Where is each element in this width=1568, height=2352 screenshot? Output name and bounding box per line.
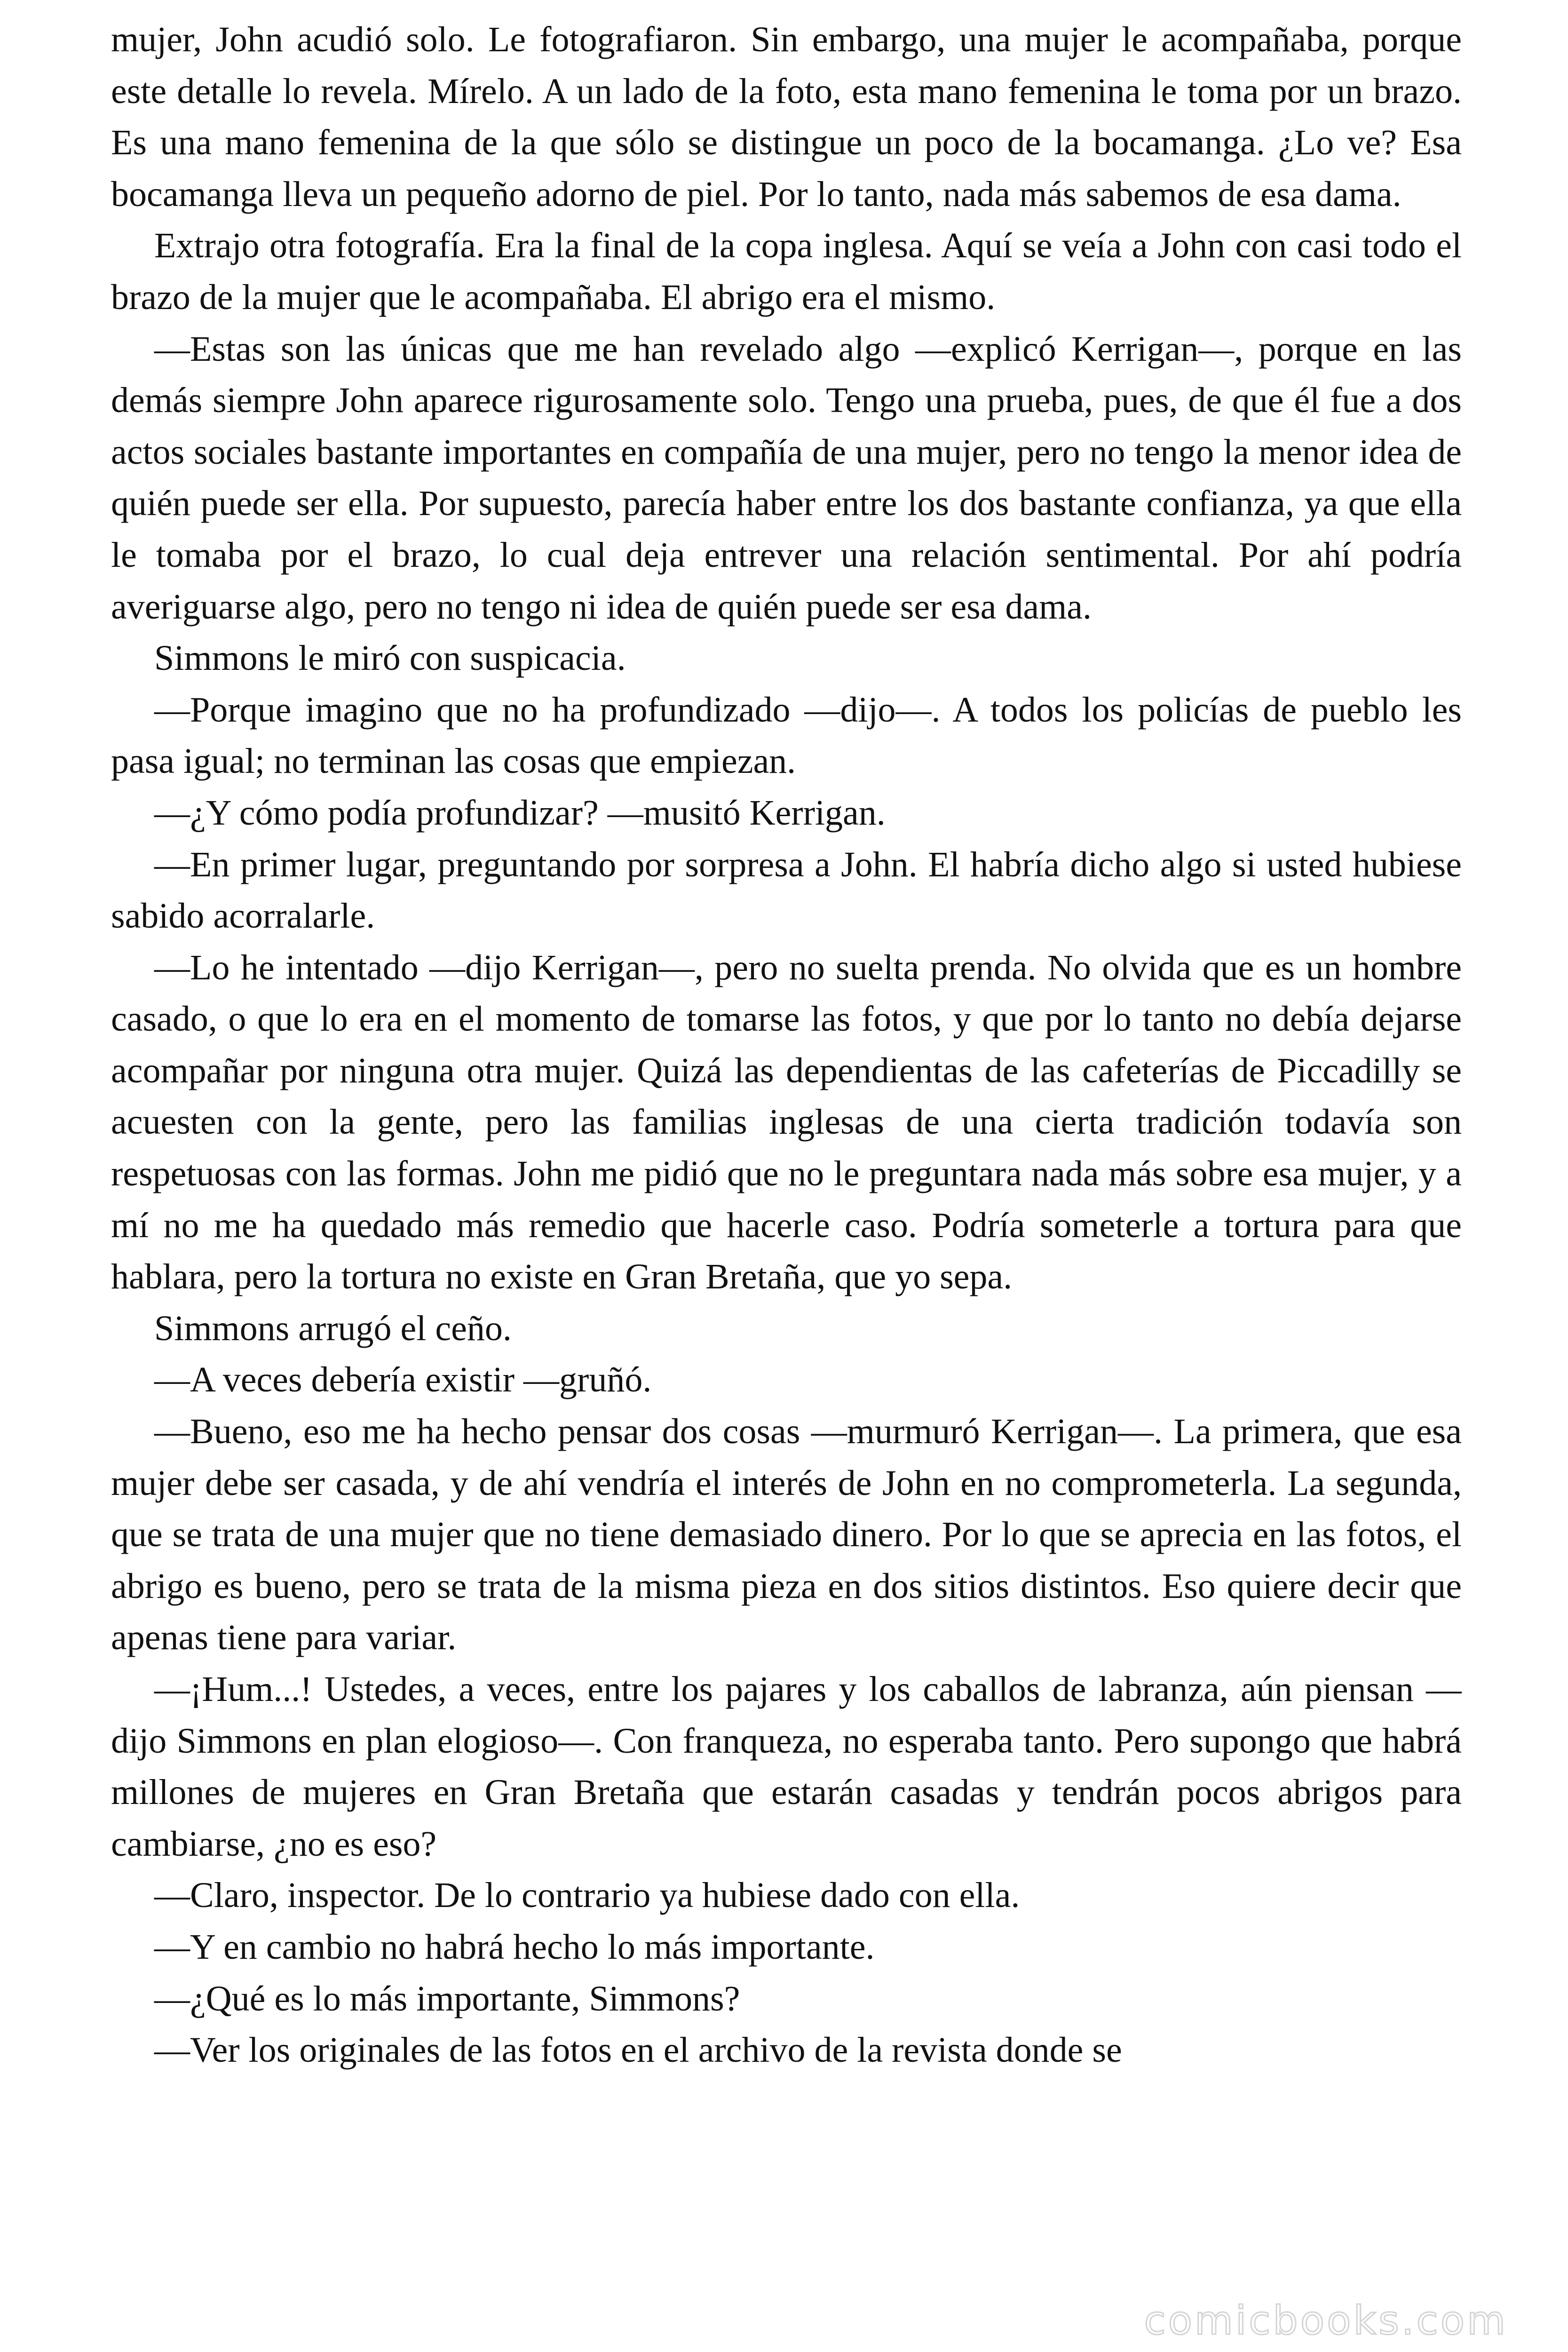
paragraph: Simmons arrugó el ceño. <box>154 1308 512 1348</box>
paragraph: —Porque imagino que no ha profundizado —dijo—. A todos los policías de pueblo les pasa igual; no terminan las cosas que empiezan. <box>111 690 1462 781</box>
paragraph: —¿Y cómo podía profundizar? —musitó Kerrigan. <box>154 793 886 833</box>
paragraph: Extrajo otra fotografía. Era la final de la copa inglesa. Aquí se veía a John con casi todo el brazo de la mujer que le acompañaba. El abrigo era el mismo. <box>111 226 1462 317</box>
paragraph: —Ver los originales de las fotos en el archivo de la revista donde se <box>154 2030 1122 2070</box>
paragraph: Simmons le miró con suspicacia. <box>154 638 626 678</box>
paragraph: —Lo he intentado —dijo Kerrigan—, pero no suelta prenda. No olvida que es un hombre casado, o que lo era en el momento de tomarse las fotos, y que por lo tanto no debía dejarse acompañar por ninguna otra mujer. Quizá las dependientas de las cafeterías de Piccadilly se acuesten con la gente, pero las familias inglesas de una cierta tradición todavía son respetuosas con las formas. John me pidió que no le preguntara nada más sobre esa mujer, y a mí no me ha quedado más remedio que hacerle caso. Podría someterle a tortura para que hablara, pero la tortura no existe en Gran Bretaña, que yo sepa. <box>111 947 1462 1297</box>
paragraph: —Bueno, eso me ha hecho pensar dos cosas —murmuró Kerrigan—. La primera, que esa mujer debe ser casada, y de ahí vendría el interés de John en no comprometerla. La segunda, que se trata de una mujer que no tiene demasiado dinero. Por lo que se aprecia en las fotos, el abrigo es bueno, pero se trata de la misma pieza en dos sitios distintos. Eso quiere decir que apenas tiene para variar. <box>111 1412 1462 1658</box>
paragraph: —Estas son las únicas que me han revelado algo —explicó Kerrigan—, porque en las demás siempre John aparece rigurosamente solo. Tengo una prueba, pues, de que él fue a dos actos sociales bastante importantes en compañía de una mujer, pero no tengo la menor idea de quién puede ser ella. Por supuesto, parecía haber entre los dos bastante confianza, ya que ella le tomaba por el brazo, lo cual deja entrever una relación sentimental. Por ahí podría averiguarse algo, pero no tengo ni idea de quién puede ser esa dama. <box>111 329 1462 627</box>
paragraph: —Y en cambio no habrá hecho lo más importante. <box>154 1927 875 1967</box>
site-watermark: comicbooks.com <box>1144 2297 1508 2344</box>
paragraph: —A veces debería existir —gruñó. <box>154 1360 652 1400</box>
book-page <box>111 14 1462 2333</box>
paragraph: —¿Qué es lo más importante, Simmons? <box>154 1979 740 2018</box>
paragraph: —En primer lugar, preguntando por sorpresa a John. El habría dicho algo si usted hubiese sabido acorralarle. <box>111 844 1462 936</box>
paragraph-continued: mujer, John acudió solo. Le fotografiaron. Sin embargo, una mujer le acompañaba, porque este detalle lo revela. Mírelo. A un lado de la foto, esta mano femenina le toma por un brazo. Es una mano femenina de la que sólo se distingue un poco de la bocamanga. ¿Lo ve? Esa bocamanga lleva un pequeño adorno de piel. Por lo tanto, nada más sabemos de esa dama. <box>111 20 1462 214</box>
paragraph: —¡Hum...! Ustedes, a veces, entre los pajares y los caballos de labranza, aún piensan —dijo Simmons en plan elogioso—. Con franqueza, no esperaba tanto. Pero supongo que habrá millones de mujeres en Gran Bretaña que estarán casadas y tendrán pocos abrigos para cambiarse, ¿no es eso? <box>111 1669 1462 1864</box>
paragraph: —Claro, inspector. De lo contrario ya hubiese dado con ella. <box>154 1875 1020 1915</box>
